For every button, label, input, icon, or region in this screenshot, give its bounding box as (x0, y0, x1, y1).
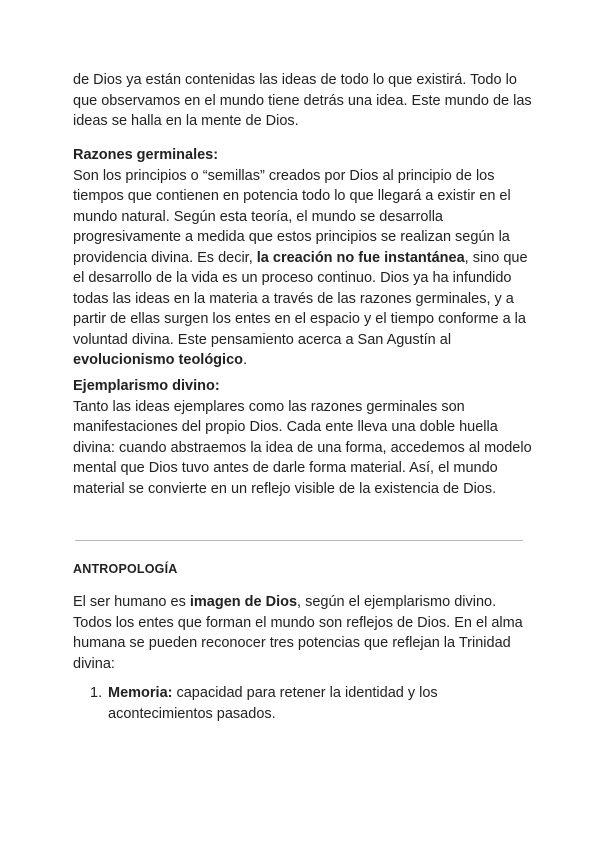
list-item-term: Memoria: (108, 685, 173, 701)
razones-text-1: Son los principios o “semillas” creados por Dios al principio de los tiempos que contienen en potencia todo lo que llegará a existir en el mundo natural. Según esta teoría, el mundo se desarrolla progresivamente a medida que estos principios se realizan según la providencia divina. Es decir, (73, 167, 511, 266)
antropologia-text-1: El ser humano es (73, 594, 190, 610)
razones-bold-2: evolucionismo teológico (73, 352, 243, 368)
razones-bold-1: la creación no fue instantánea (256, 249, 465, 266)
list-item-body (108, 683, 508, 724)
ejemplarismo-divino-paragraph (73, 376, 533, 499)
antropologia-paragraph (73, 592, 533, 674)
razones-germinales-paragraph (73, 145, 533, 371)
antropologia-text-2: , según el ejemplarismo divino. Todos los entes que forman el mundo son reflejos de Dios. En el alma humana se pueden reconocer tres potencias que reflejan la Trinidad divina: (73, 594, 523, 672)
list-item-text: capacidad para retener la identidad y los acontecimientos pasados. (108, 685, 438, 722)
intro-paragraph: de Dios ya están contenidas las ideas de todo lo que existirá. Todo lo que observamos en el mundo tiene detrás una idea. Este mundo de las ideas se halla en la mente de Dios. (73, 72, 532, 129)
horizontal-divider (75, 540, 523, 541)
razones-germinales-heading: Razones germinales: (73, 147, 219, 163)
razones-text-3: . (243, 352, 248, 368)
list-item-number: 1. (90, 685, 103, 701)
antropologia-bold-1: imagen de Dios (189, 594, 298, 610)
ejemplarismo-text: Tanto las ideas ejemplares como las razones germinales son manifestaciones del propio Dios. Cada ente lleva una doble huella divina: cuando abstraemos la idea de una forma, accedemos al modelo mental que Dios tuvo antes de darle forma material. Así, el mundo material se convierte en un reflejo visible de la existencia de Dios. (73, 398, 532, 497)
ejemplarismo-divino-heading: Ejemplarismo divino: (73, 378, 220, 394)
razones-text-2: , sino que el desarrollo de la vida es un proceso continuo. Dios ya ha infundido todas las ideas en la materia a través de las razones germinales, y a partir de ellas surgen los entes en el espacio y el tiempo conforme a la voluntad divina. Este pensamiento acerca a San Agustín al (73, 249, 528, 348)
section-title-antropologia: ANTROPOLOGÍA (73, 562, 178, 576)
